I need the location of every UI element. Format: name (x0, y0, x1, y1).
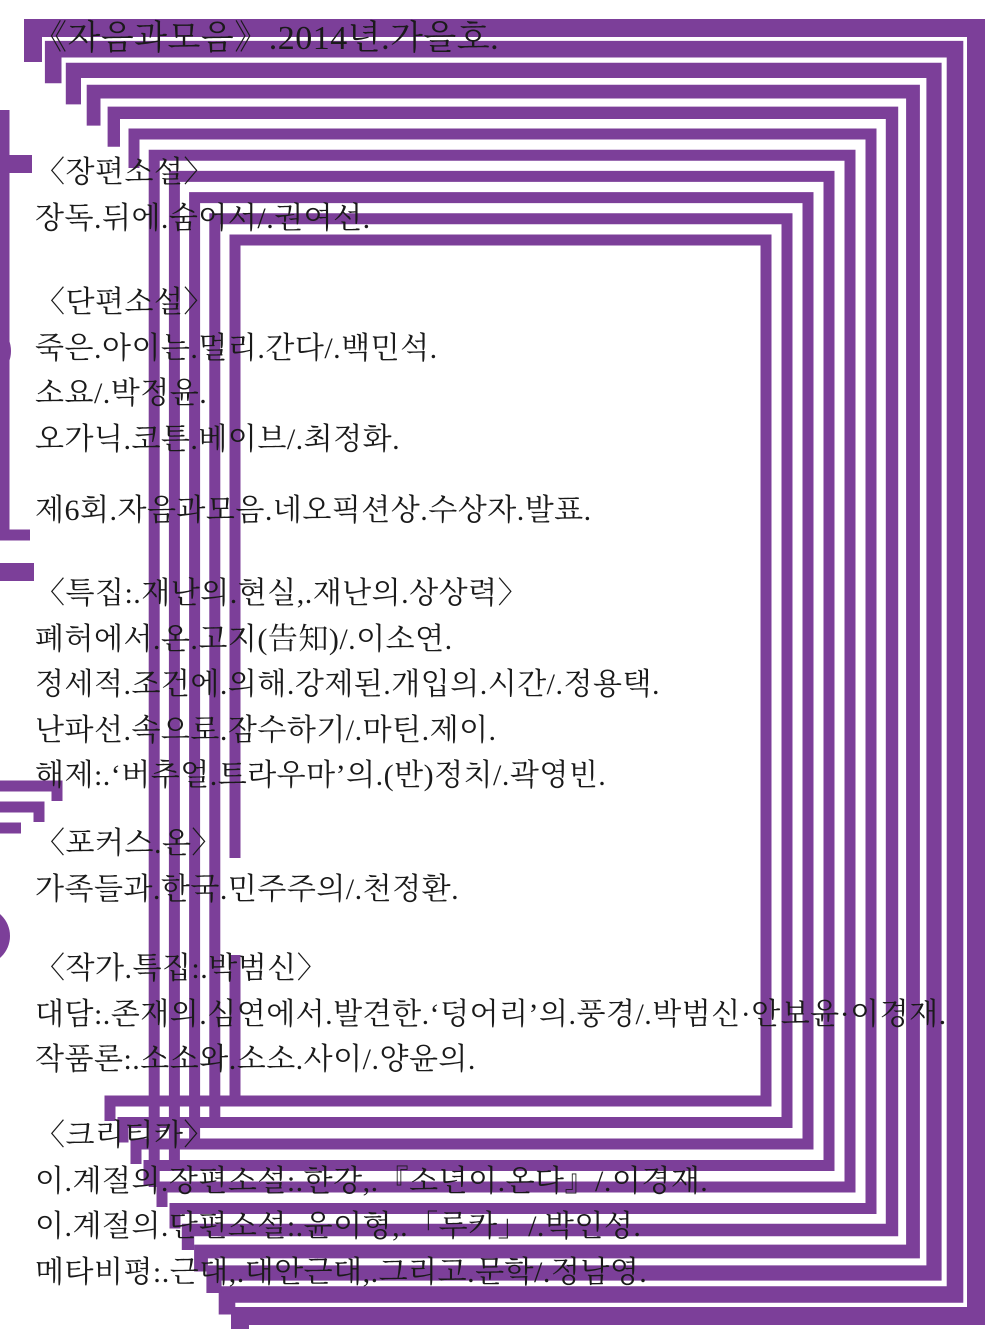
toc-section (35, 280, 438, 462)
toc-section (35, 821, 459, 912)
toc-section (35, 571, 660, 799)
toc-item: 폐허에서.온.고지(告知)/.이소연. (35, 622, 453, 656)
section-heading: 〈작가.특집:.박범신〉 (35, 952, 328, 985)
page-title: 《자음과모음》.2014년.가을호. (33, 20, 500, 57)
section-heading: 〈단편소설〉 (35, 286, 214, 319)
toc-item: 장독.뒤에.숨어서/.권여선. (35, 201, 371, 235)
toc-section (35, 946, 947, 1083)
section-heading: 〈장편소설〉 (35, 156, 214, 189)
section-heading: 〈크리티카〉 (35, 1119, 214, 1152)
section-heading: 〈특집:.재난의.현실,.재난의.상상력〉 (35, 577, 529, 610)
toc-item: 소요/.박정윤. (35, 377, 208, 410)
toc-item: 메타비평:.근대,.대안근대,.그리고.문학/.정남영. (35, 1255, 648, 1289)
toc-item: 제6회.자음과모음.네오픽션상.수상자.발표. (35, 494, 592, 527)
section-heading: 〈포커스.온〉 (35, 827, 222, 860)
toc-item: 이.계절의.단편소설:.윤이형,.「루카」/.박인성. (35, 1210, 642, 1243)
toc-item: 해제:.‘버추얼.트라우마’의.(반)정치/.곽영빈. (35, 759, 607, 792)
toc-item: 가족들과.한국.민주주의/.천정환. (35, 872, 460, 906)
toc-item: 정세적.조건에.의해.강제된.개입의.시간/.정용택. (35, 668, 660, 701)
toc-item: 대담:.존재의.심연에서.발견한.‘덩어리’의.풍경/.박범신·안보윤·이경재. (35, 997, 947, 1031)
toc-item: 이.계절의.장편소설:.한강,.『소년이.온다』/.이경재. (35, 1164, 709, 1198)
toc-section (35, 1113, 708, 1295)
toc-item: 난파선.속으로.잠수하기/.마틴.제이. (35, 713, 497, 747)
toc-item: 작품론:.소소와.소소.사이/.양윤의. (35, 1043, 476, 1076)
toc-section (35, 488, 592, 534)
toc-item: 죽은.아이는.멀리.간다/.백민석. (35, 331, 438, 365)
toc-section (35, 150, 371, 241)
toc-item: 오가닉.코튼.베이브/.최정화. (35, 422, 401, 456)
